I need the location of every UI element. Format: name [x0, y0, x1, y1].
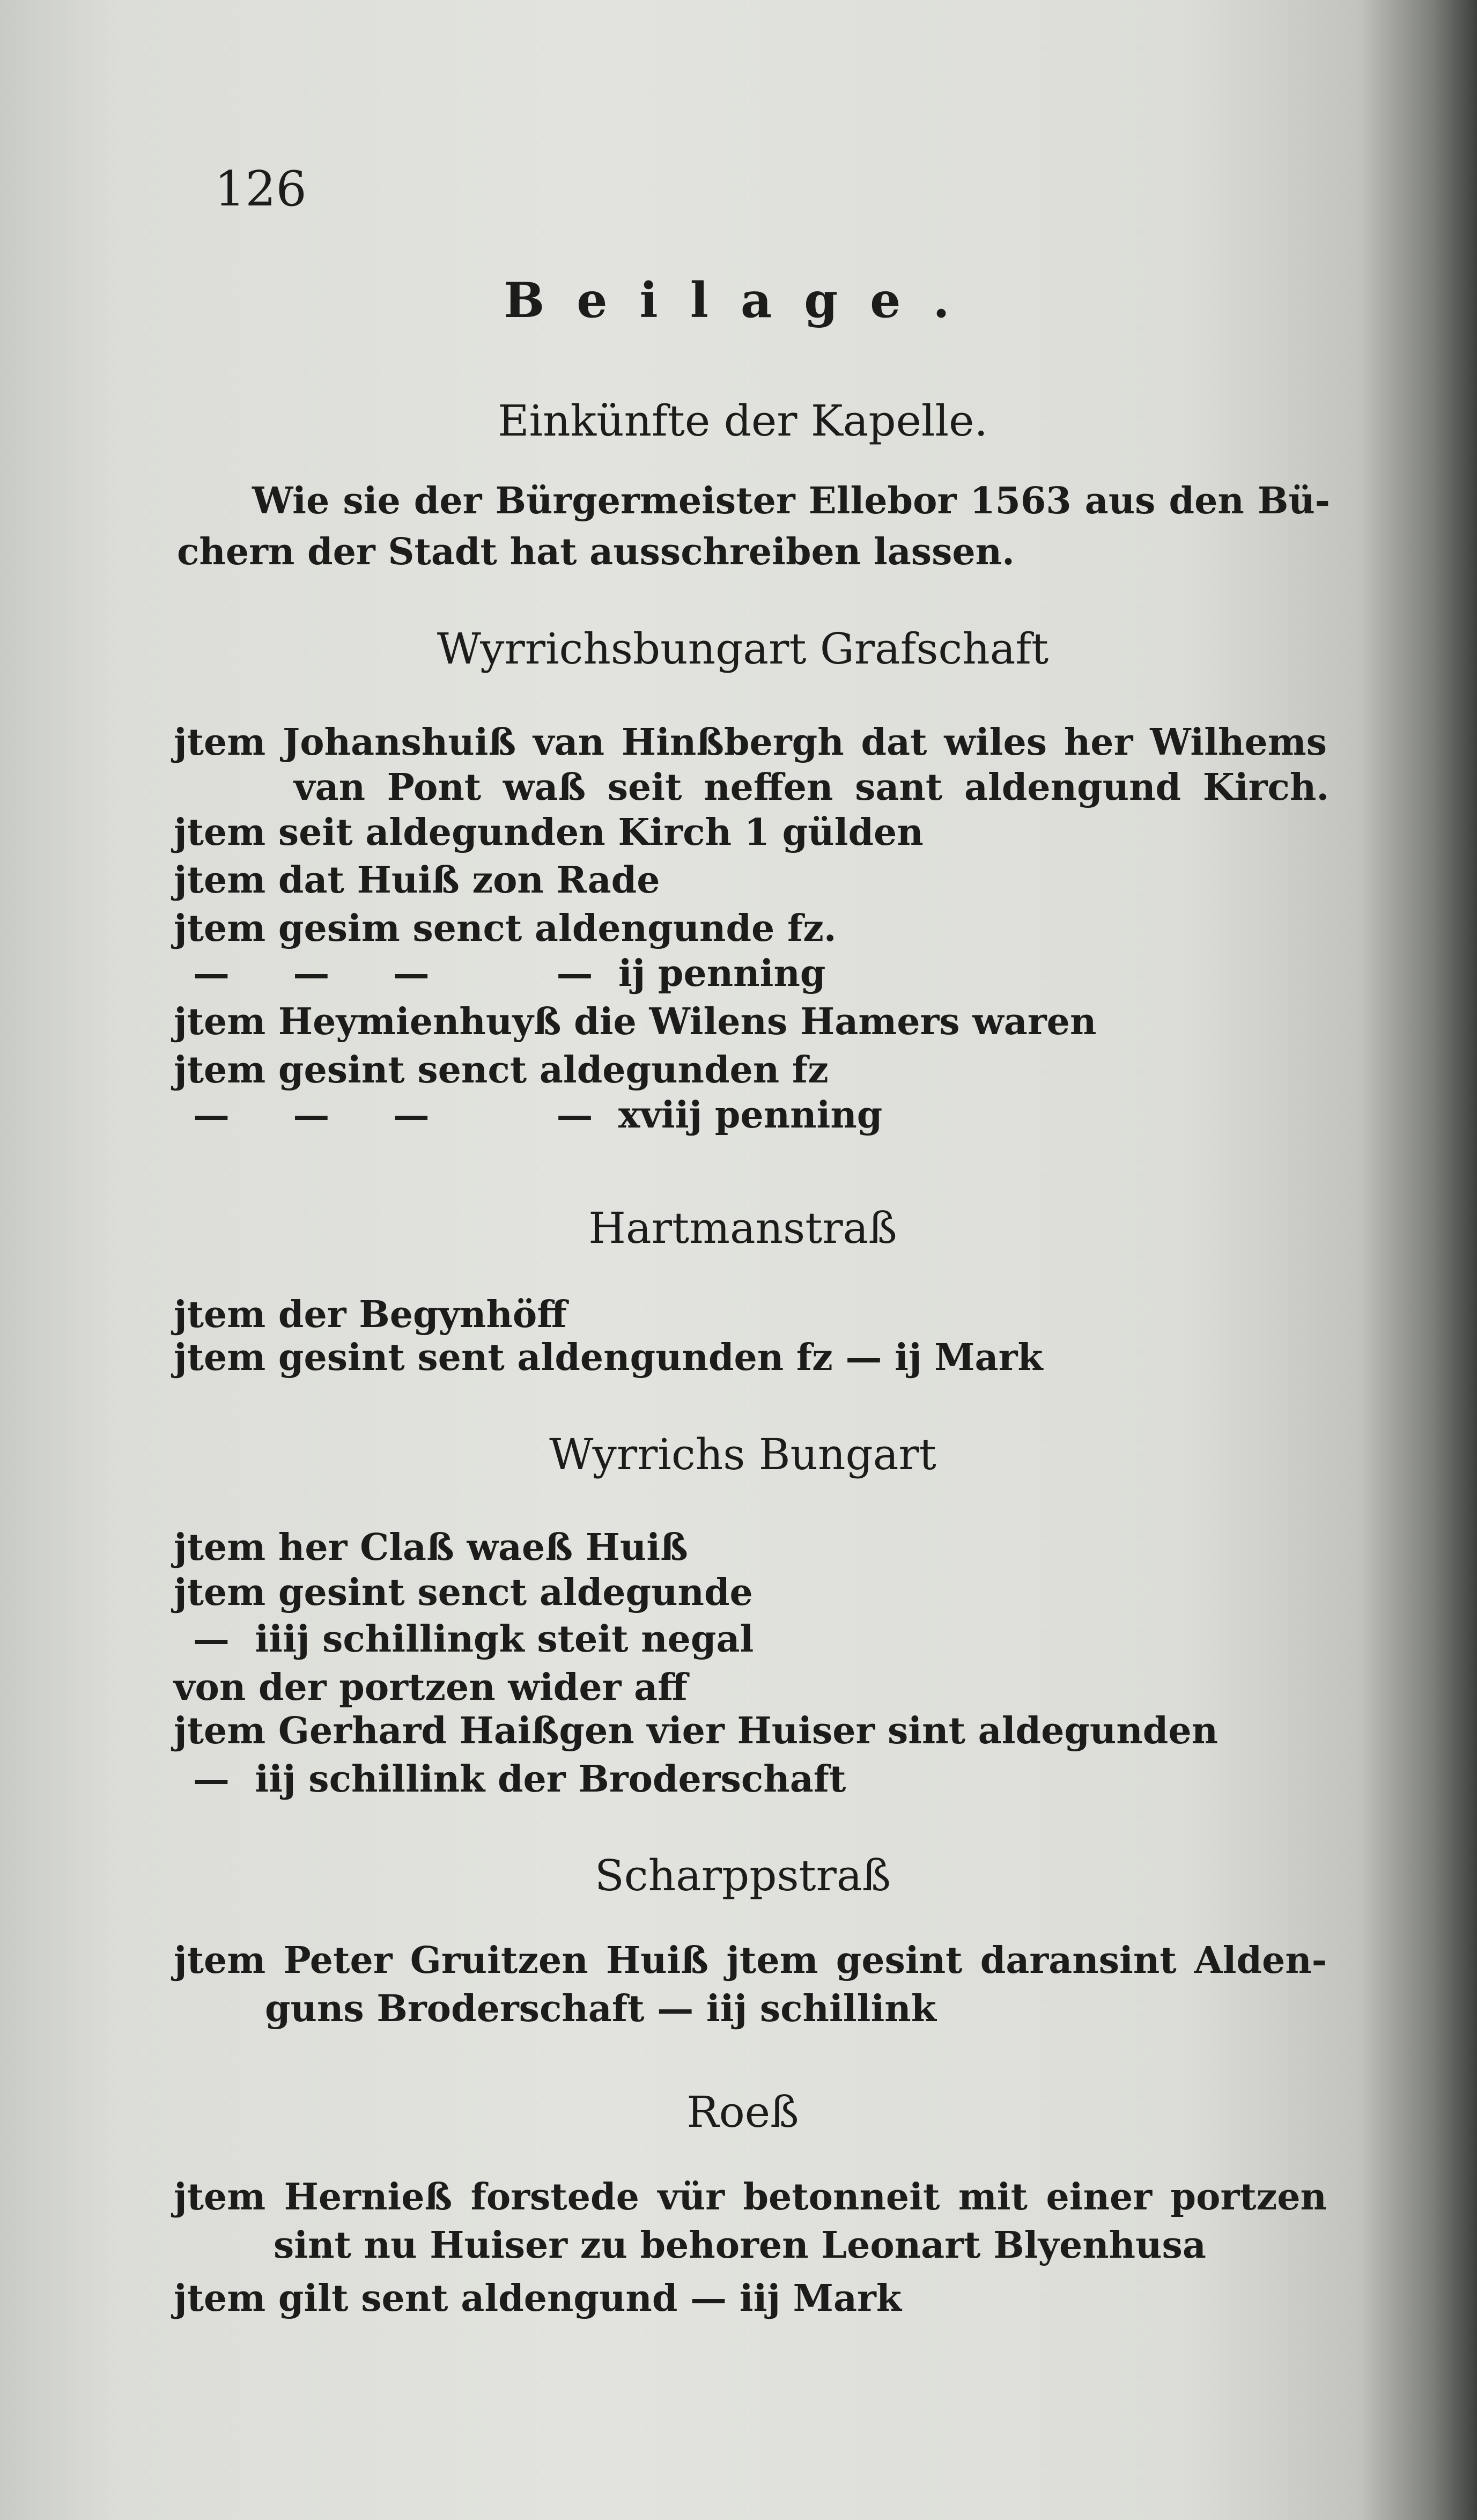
- page-title: Beilage.: [504, 272, 982, 329]
- intro-line: Wie sie der Bürgermeister Ellebor 1563 aus den Bü-: [252, 480, 1330, 522]
- entry-line: — — — — ij penning: [193, 952, 826, 995]
- entry-line: von der portzen wider aff: [174, 1666, 688, 1709]
- page-number: 126: [215, 161, 307, 217]
- entry-line: jtem her Claß waeß Huiß: [174, 1526, 688, 1569]
- entry-line: jtem Peter Gruitzen Huiß jtem gesint daransint Alden-: [174, 1939, 1327, 1982]
- entry-line: jtem gilt sent aldengund — iij Mark: [174, 2277, 902, 2320]
- entry-line: jtem gesim senct aldengunde fz.: [174, 907, 837, 950]
- section-heading: Wyrrichsbungart Grafschaft: [437, 624, 1049, 674]
- entry-line: jtem Johanshuiß van Hinßbergh dat wiles her Wilhems: [174, 721, 1327, 764]
- section-heading: Hartmanstraß: [588, 1203, 897, 1253]
- entry-line: jtem Gerhard Haißgen vier Huiser sint aldegunden: [174, 1710, 1218, 1752]
- entry-line: jtem dat Huiß zon Rade: [174, 859, 660, 902]
- entry-line: jtem gesint senct aldegunde: [174, 1571, 753, 1614]
- entry-line: — iij schillink der Broderschaft: [193, 1758, 846, 1801]
- entry-line: jtem gesint senct aldegunden fz: [174, 1049, 829, 1092]
- entry-line: — iiij schillingk steit negal: [193, 1618, 754, 1661]
- section-heading: Roeß: [686, 2087, 799, 2137]
- entry-line: jtem Hernieß forstede vür betonneit mit einer portzen: [174, 2176, 1327, 2219]
- entry-line: guns Broderschaft — iij schillink: [265, 1987, 936, 2030]
- entry-line: — — — — xviij penning: [193, 1094, 883, 1137]
- entry-line: jtem gesint sent aldengunden fz — ij Mark: [174, 1336, 1043, 1379]
- entry-line: jtem der Begynhöff: [174, 1293, 567, 1336]
- entry-line: jtem Heymienhuyß die Wilens Hamers waren: [174, 1000, 1097, 1043]
- section-heading: Scharppstraß: [594, 1851, 891, 1900]
- entry-line: van Pont waß seit neffen sant aldengund Kirch.: [294, 766, 1329, 809]
- section-heading: Wyrrichs Bungart: [549, 1430, 936, 1479]
- entry-line: sint nu Huiser zu behoren Leonart Blyenhusa: [274, 2224, 1206, 2267]
- intro-line: chern der Stadt hat ausschreiben lassen.: [177, 530, 1015, 573]
- subtitle: Einkünfte der Kapelle.: [498, 396, 988, 446]
- entry-line: jtem seit aldegunden Kirch 1 gülden: [174, 811, 924, 854]
